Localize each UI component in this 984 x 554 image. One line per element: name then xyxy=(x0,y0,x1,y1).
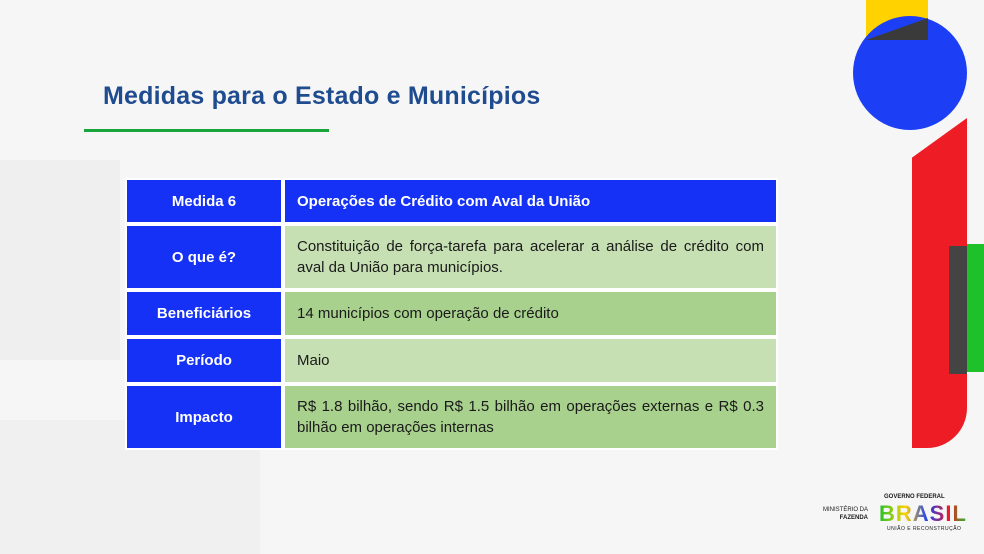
row-value: R$ 1.8 bilhão, sendo R$ 1.5 bilhão em operações externas e R$ 0.3 bilhão em operações internas xyxy=(283,384,778,450)
row-label: O que é? xyxy=(125,224,283,290)
row-label: Beneficiários xyxy=(125,290,283,337)
table-row xyxy=(125,290,778,337)
measure-table xyxy=(125,178,778,450)
row-value: Maio xyxy=(283,337,778,384)
brasil-wordmark: BRASIL xyxy=(879,501,967,526)
table-row xyxy=(125,224,778,290)
row-value: Operações de Crédito com Aval da União xyxy=(283,178,778,224)
gray-bar xyxy=(949,246,967,374)
title-underline xyxy=(84,129,329,132)
ministry-line1: MINISTÉRIO DA xyxy=(822,507,868,513)
ministry-logo xyxy=(808,506,868,522)
row-label: Medida 6 xyxy=(125,178,283,224)
ministry-line2: FAZENDA xyxy=(839,515,868,521)
gov-label: GOVERNO FEDERAL xyxy=(884,494,945,500)
table-row xyxy=(125,178,778,224)
green-bar xyxy=(967,244,984,372)
row-label: Impacto xyxy=(125,384,283,450)
page-title: Medidas para o Estado e Municípios xyxy=(103,82,541,110)
row-label: Período xyxy=(125,337,283,384)
table-row xyxy=(125,337,778,384)
row-value: Constituição de força-tarefa para acelerar a análise de crédito com aval da União para municípios. xyxy=(283,224,778,290)
brasil-tagline: UNIÃO E RECONSTRUÇÃO xyxy=(887,526,962,532)
row-value: 14 municípios com operação de crédito xyxy=(283,290,778,337)
table-row xyxy=(125,384,778,450)
background-shape xyxy=(0,160,120,360)
